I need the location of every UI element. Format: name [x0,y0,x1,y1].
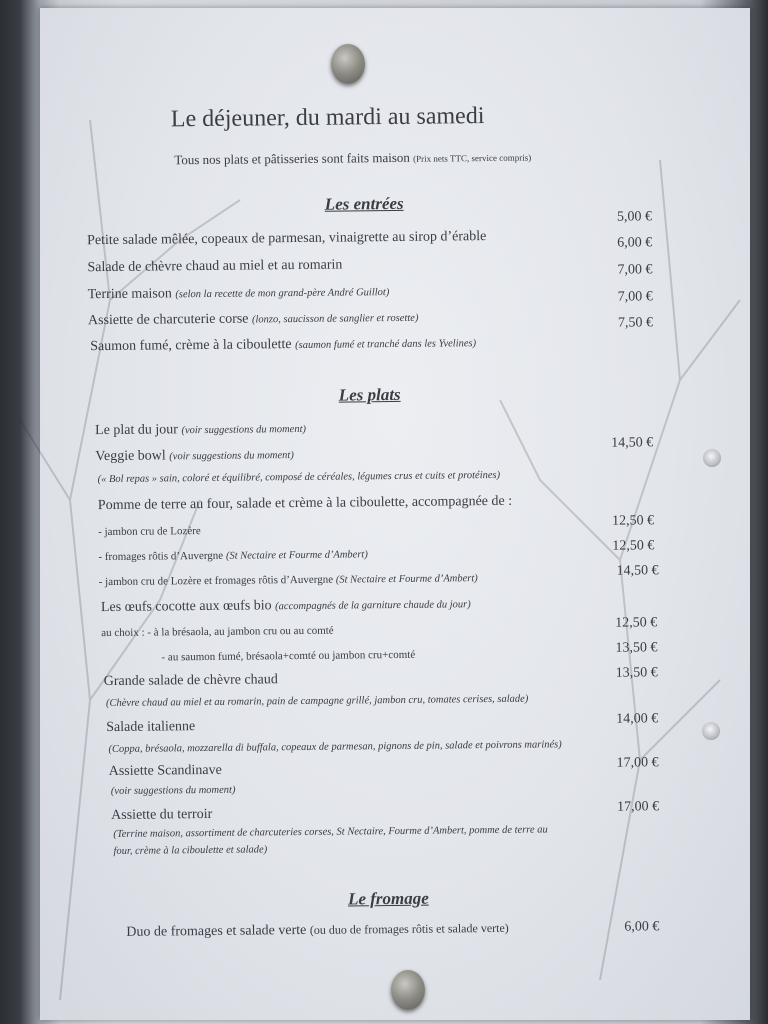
entree-1 [87,229,486,249]
oeufs-choice-1: au choix : - à la brésaola, au jambon cru ou au comté [101,624,334,640]
oeufs-cocotte-note: (accompagnés de la garniture chaude du jour) [275,599,471,613]
entree-3-price: 7,00 € [617,262,653,278]
veggie-bowl-name: Veggie bowl [95,448,166,465]
dish-1-desc: (Chèvre chaud au miel et au romarin, pain de campagne grillé, jambon cru, tomates cerises, salade) [105,693,529,710]
dish-1-price: 13,50 € [615,665,658,681]
fromage-name: Duo de fromages et salade verte [126,922,307,940]
dish-4-name: Assiette du terroir [111,806,213,823]
subtitle-note: (Prix nets TTC, service compris) [413,152,532,164]
veggie-desc: (« Bol repas » sain, coloré et équilibré, composé de céréales, légumes crus et cuits et protéines) [97,469,501,486]
pomme-option-3-note: (St Nectaire et Fourme d’Ambert) [335,573,478,586]
entree-1-name: Petite salade mêlée, copeaux de parmesan, vinaigrette au sirop d’érable [87,229,487,249]
pomme-option-1-price: 12,50 € [612,513,655,529]
entree-2-name: Salade de chèvre chaud au miel et au romarin [87,257,343,276]
page-subtitle [174,149,531,169]
plat-du-jour-name: Le plat du jour [95,422,178,439]
oeufs-choice-1-price: 12,50 € [615,615,658,631]
pomme-option-2 [98,548,368,563]
fromage-note: (ou duo de fromages rôtis et salade verte) [309,920,509,937]
subtitle-text: Tous nos plats et pâtisseries sont faits maison [174,149,410,168]
entree-5-note: (saumon fumé et tranché dans les Yvelines) [295,338,477,352]
dish-2-name: Salade italienne [106,719,196,736]
menu-content [35,4,756,1023]
entree-4-name: Assiette de charcuterie corse [87,311,249,329]
entree-4-price: 7,00 € [617,289,653,305]
plat-du-jour-note: (voir suggestions du moment) [181,423,307,437]
entree-1-price: 5,00 € [616,209,652,225]
veggie-bowl-note: (voir suggestions du moment) [169,450,294,463]
section-plats: Les plats [338,384,401,405]
dish-3-desc: (voir suggestions du moment) [110,784,236,797]
oeufs-cocotte-name: Les œufs cocotte aux œufs bio [100,598,272,616]
entree-5 [90,335,476,355]
oeufs-choice-2: - au saumon fumé, brésaola+comté ou jambon cru+comté [161,648,416,664]
pomme-option-3 [99,572,478,588]
dish-3-name: Assiette Scandinave [108,762,222,780]
dish-4-price: 17,00 € [617,799,660,815]
veggie-bowl [95,447,294,465]
dish-2-desc: (Coppa, brésaola, mozzarella di buffala, copeaux de parmesan, pignons de pin, salade et poivrons marinés) [108,739,562,756]
dish-1-name: Grande salade de chèvre chaud [103,672,278,690]
pomme-option-2-price: 12,50 € [612,538,655,554]
section-entrees: Les entrées [324,193,404,214]
entree-4 [88,310,419,329]
entree-2-price: 6,00 € [617,235,653,251]
oeufs-choice-2-price: 13,50 € [615,640,658,656]
entree-3-name: Terrine maison [87,286,172,303]
pomme-option-1-name: - jambon cru de Lozère [98,525,201,539]
pomme-option-2-note: (St Nectaire et Fourme d’Ambert) [225,549,368,562]
dish-4-desc: (Terrine maison, assortiment de charcuteries corses, St Nectaire, Fourme d’Ambert, pomme de terre au [113,824,548,840]
entree-5-name: Saumon fumé, crème à la ciboulette [90,337,292,355]
entree-3 [88,284,390,303]
page-title: Le déjeuner, du mardi au samedi [170,103,485,133]
entree-2 [87,258,342,277]
pomme-option-3-name: - jambon cru de Lozère et fromages rôtis d’Auvergne [98,573,334,589]
plat-du-jour [95,421,306,439]
entree-3-note: (selon la recette de mon grand-père André Guillot) [175,287,390,301]
pomme-option-2-name: - fromages rôtis d’Auvergne [98,549,224,564]
pomme-option-3-price: 14,50 € [616,563,659,579]
fromage-price: 6,00 € [624,919,660,935]
oeufs-cocotte [101,596,471,616]
pomme-option-1 [98,525,201,538]
entree-4-note: (lonzo, saucisson de sanglier et rosette) [251,312,419,326]
veggie-bowl-price: 14,50 € [611,435,654,451]
fromage-item [126,921,509,941]
entree-5-price: 7,50 € [617,315,654,331]
dish-3-price: 17,00 € [616,755,659,771]
pomme-de-terre: Pomme de terre au four, salade et crème à la ciboulette, accompagnée de : [97,493,513,514]
dish-2-price: 14,00 € [616,711,659,727]
section-fromage: Le fromage [347,888,429,909]
dish-4-desc-2: four, crème à la ciboulette et salade) [113,844,268,857]
